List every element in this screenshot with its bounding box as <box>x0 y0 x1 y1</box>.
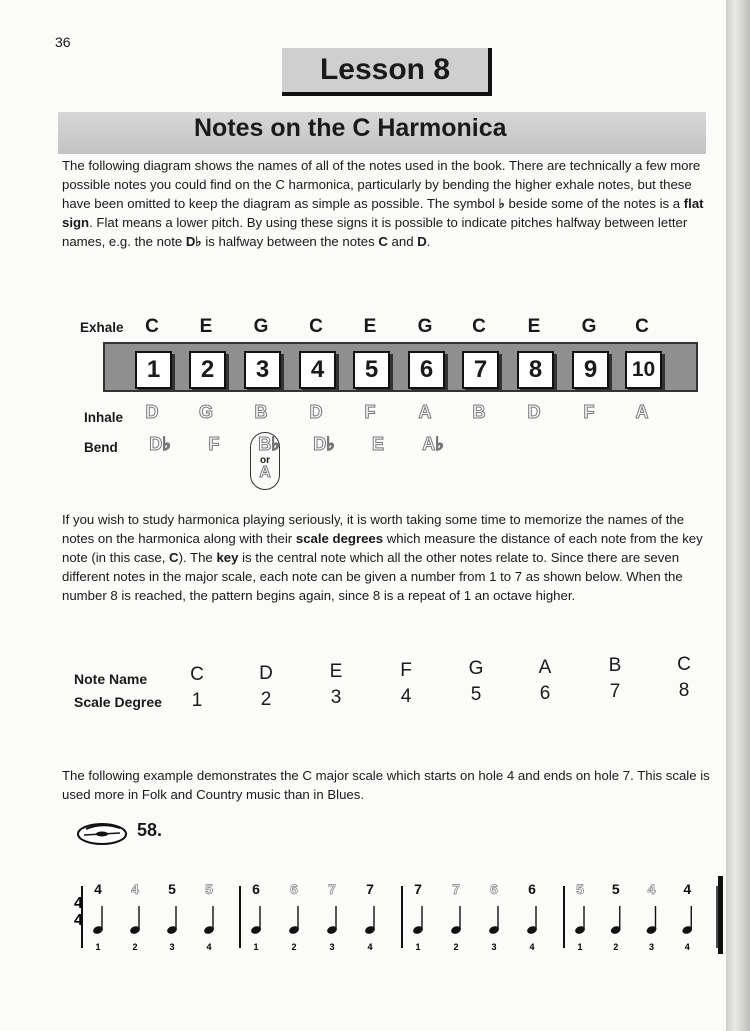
beat-count: 3 <box>491 942 497 952</box>
exhale-note: G <box>581 316 597 337</box>
harmonica-hole: 10 <box>625 351 662 389</box>
or-label: or <box>260 455 270 466</box>
intro-text-4: is halfway between the notes <box>201 234 379 249</box>
hole-number: 4 <box>131 881 139 897</box>
bend-note: B♭ <box>258 434 280 454</box>
inhale-note: G <box>198 402 213 422</box>
intro-text-1: The following diagram shows the names of all of the notes used in the book. There are technically a few more possible notes you could find on the C harmonica, particularly by bending the higher exhale notes, but these have been omitted to keep the diagram as simple as possible. The symbol <box>62 158 701 211</box>
hole-number: 7 <box>328 881 336 897</box>
inhale-note: D <box>145 402 159 422</box>
scale-note-name: D <box>259 662 273 684</box>
time-signature-top: 4 <box>74 895 83 912</box>
intro-text-6: . <box>426 234 431 249</box>
exhale-note: C <box>145 316 159 337</box>
harmonica-hole: 3 <box>244 351 281 389</box>
hole-number: 4 <box>647 881 656 897</box>
exhale-note: E <box>527 316 541 337</box>
scale-note-name: C <box>190 664 204 685</box>
harmonica-hole: 8 <box>517 351 554 389</box>
inhale-note: A <box>635 402 649 422</box>
scale-degree-value: 2 <box>260 688 272 710</box>
exhale-note: G <box>253 316 269 337</box>
exhale-note: C <box>635 316 649 337</box>
hole-number: 6 <box>290 881 298 897</box>
scale-degree-value: 5 <box>470 684 482 705</box>
lesson-heading-box <box>282 48 492 96</box>
intro-paragraph <box>62 156 712 251</box>
exhale-note: C <box>472 316 486 337</box>
scale-degree-paragraph <box>62 510 712 605</box>
hole-number: 5 <box>205 881 213 897</box>
para2-text-3: ). The <box>178 550 217 565</box>
hole-number: 7 <box>366 881 374 897</box>
para2-text-2: which measure the distance of each note from the key note (in this case, <box>62 531 703 565</box>
inhale-note: B <box>472 402 486 422</box>
inhale-note: A <box>418 402 432 422</box>
scale-degree-value: 8 <box>678 679 690 701</box>
bend-note: A♭ <box>422 434 444 454</box>
intro-text-3: . Flat means a lower pitch. By using these signs it is possible to indicate pitches halfway between letter names, e.g. the note <box>62 215 688 249</box>
scale-degree-label: Scale Degree <box>74 694 162 710</box>
scale-note-name: F <box>400 659 412 681</box>
inhale-label: Inhale <box>84 410 124 425</box>
section-title: Notes on the C Harmonica <box>194 114 507 142</box>
scale-note-name: A <box>538 656 552 678</box>
hole-number: 7 <box>452 881 460 897</box>
beat-count: 1 <box>577 942 583 952</box>
beat-count: 2 <box>453 942 459 952</box>
note-c: C <box>378 234 388 249</box>
beat-count: 2 <box>291 942 297 952</box>
note-d: D <box>417 234 427 249</box>
scale-degree-value: 1 <box>191 690 203 711</box>
beat-count: 3 <box>648 942 655 952</box>
inhale-note: F <box>364 402 376 422</box>
bend-alt-note: A <box>259 464 271 481</box>
track-number: 58. <box>137 820 163 840</box>
beat-count: 2 <box>613 942 619 952</box>
scale-degree-value: 6 <box>539 682 551 704</box>
hole-number: 5 <box>611 881 620 897</box>
scale-degrees-term: scale degrees <box>295 531 384 546</box>
beat-count: 4 <box>206 942 212 952</box>
harmonica-hole: 2 <box>189 351 226 389</box>
flat-sign-term: flat sign <box>62 196 704 230</box>
key-note-c: C <box>169 550 179 565</box>
hole-number: 5 <box>168 881 176 897</box>
harmonica-body <box>103 342 698 392</box>
time-signature-bottom: 4 <box>74 912 83 929</box>
hole-number: 5 <box>576 881 584 897</box>
scale-degree-value: 4 <box>400 685 412 707</box>
beat-count: 1 <box>415 942 421 952</box>
inhale-note: D <box>527 402 541 422</box>
scale-note-name: C <box>677 653 691 675</box>
harmonica-hole: 1 <box>135 351 172 389</box>
hole-number: 6 <box>490 881 498 897</box>
beat-count: 1 <box>95 942 101 952</box>
intro-text-2: beside some of the notes is a <box>504 196 684 211</box>
flat-symbol: ♭ <box>498 196 505 211</box>
note-name-label: Note Name <box>74 671 148 687</box>
scale-note-name: G <box>468 658 484 679</box>
harmonica-hole: 9 <box>572 351 609 389</box>
harmonica-hole: 7 <box>462 351 499 389</box>
lesson-title: Lesson 8 <box>319 53 451 86</box>
harmonica-hole: 5 <box>353 351 390 389</box>
inhale-note: F <box>583 402 595 422</box>
hole-number: 4 <box>94 881 102 897</box>
exhale-note: C <box>309 316 323 337</box>
beat-count: 4 <box>367 942 373 952</box>
bend-note: D♭ <box>149 434 171 454</box>
exhale-note: G <box>417 316 433 337</box>
inhale-note: D <box>309 402 323 422</box>
page-number: 36 <box>55 34 71 50</box>
beat-count: 2 <box>132 942 138 952</box>
bend-note: D♭ <box>313 434 335 454</box>
key-term: key <box>216 550 239 565</box>
harmonica-hole: 4 <box>299 351 336 389</box>
beat-count: 4 <box>684 942 690 952</box>
beat-count: 1 <box>253 942 259 952</box>
exhale-note: E <box>199 316 213 337</box>
exhale-label: Exhale <box>80 320 124 335</box>
bend-label: Bend <box>84 440 118 455</box>
scale-degree-value: 3 <box>330 687 342 708</box>
final-bar-line <box>718 876 723 954</box>
intro-text-5: and <box>387 234 418 249</box>
section-heading-bar <box>58 112 706 154</box>
hole-number: 6 <box>252 881 260 897</box>
note-dflat: D♭ <box>185 234 202 249</box>
harmonica-hole: 6 <box>408 351 445 389</box>
inhale-note: B <box>254 402 268 422</box>
scale-note-name: B <box>608 655 622 676</box>
para2-text-1: If you wish to study harmonica playing seriously, it is worth taking some time to memorize the names of the notes on the harmonica along with their <box>62 512 685 546</box>
example-paragraph: The following example demonstrates the C major scale which starts on hole 4 and ends on hole 7. This scale is used more in Folk and Country music than in Blues. <box>62 768 710 802</box>
scale-degree-value: 7 <box>609 681 621 702</box>
tablature-staff <box>72 868 732 958</box>
hole-number: 6 <box>528 881 536 897</box>
cd-icon <box>76 820 132 846</box>
beat-count: 4 <box>529 942 535 952</box>
para2-text-4: is the central note which all the other notes relate to. Since there are seven different notes in the major scale, each note can be given a number from 1 to 7 as shown below. When the number 8 is reached, the pattern begins again, since 8 is a repeat of 1 an octave higher. <box>62 550 683 603</box>
beat-count: 3 <box>329 942 335 952</box>
scale-note-name: E <box>329 661 343 682</box>
exhale-note: E <box>363 316 377 337</box>
hole-number: 4 <box>683 881 692 897</box>
bend-note: F <box>208 434 220 454</box>
hole-number: 7 <box>414 881 422 897</box>
bend-note: E <box>371 434 384 454</box>
beat-count: 3 <box>169 942 175 952</box>
